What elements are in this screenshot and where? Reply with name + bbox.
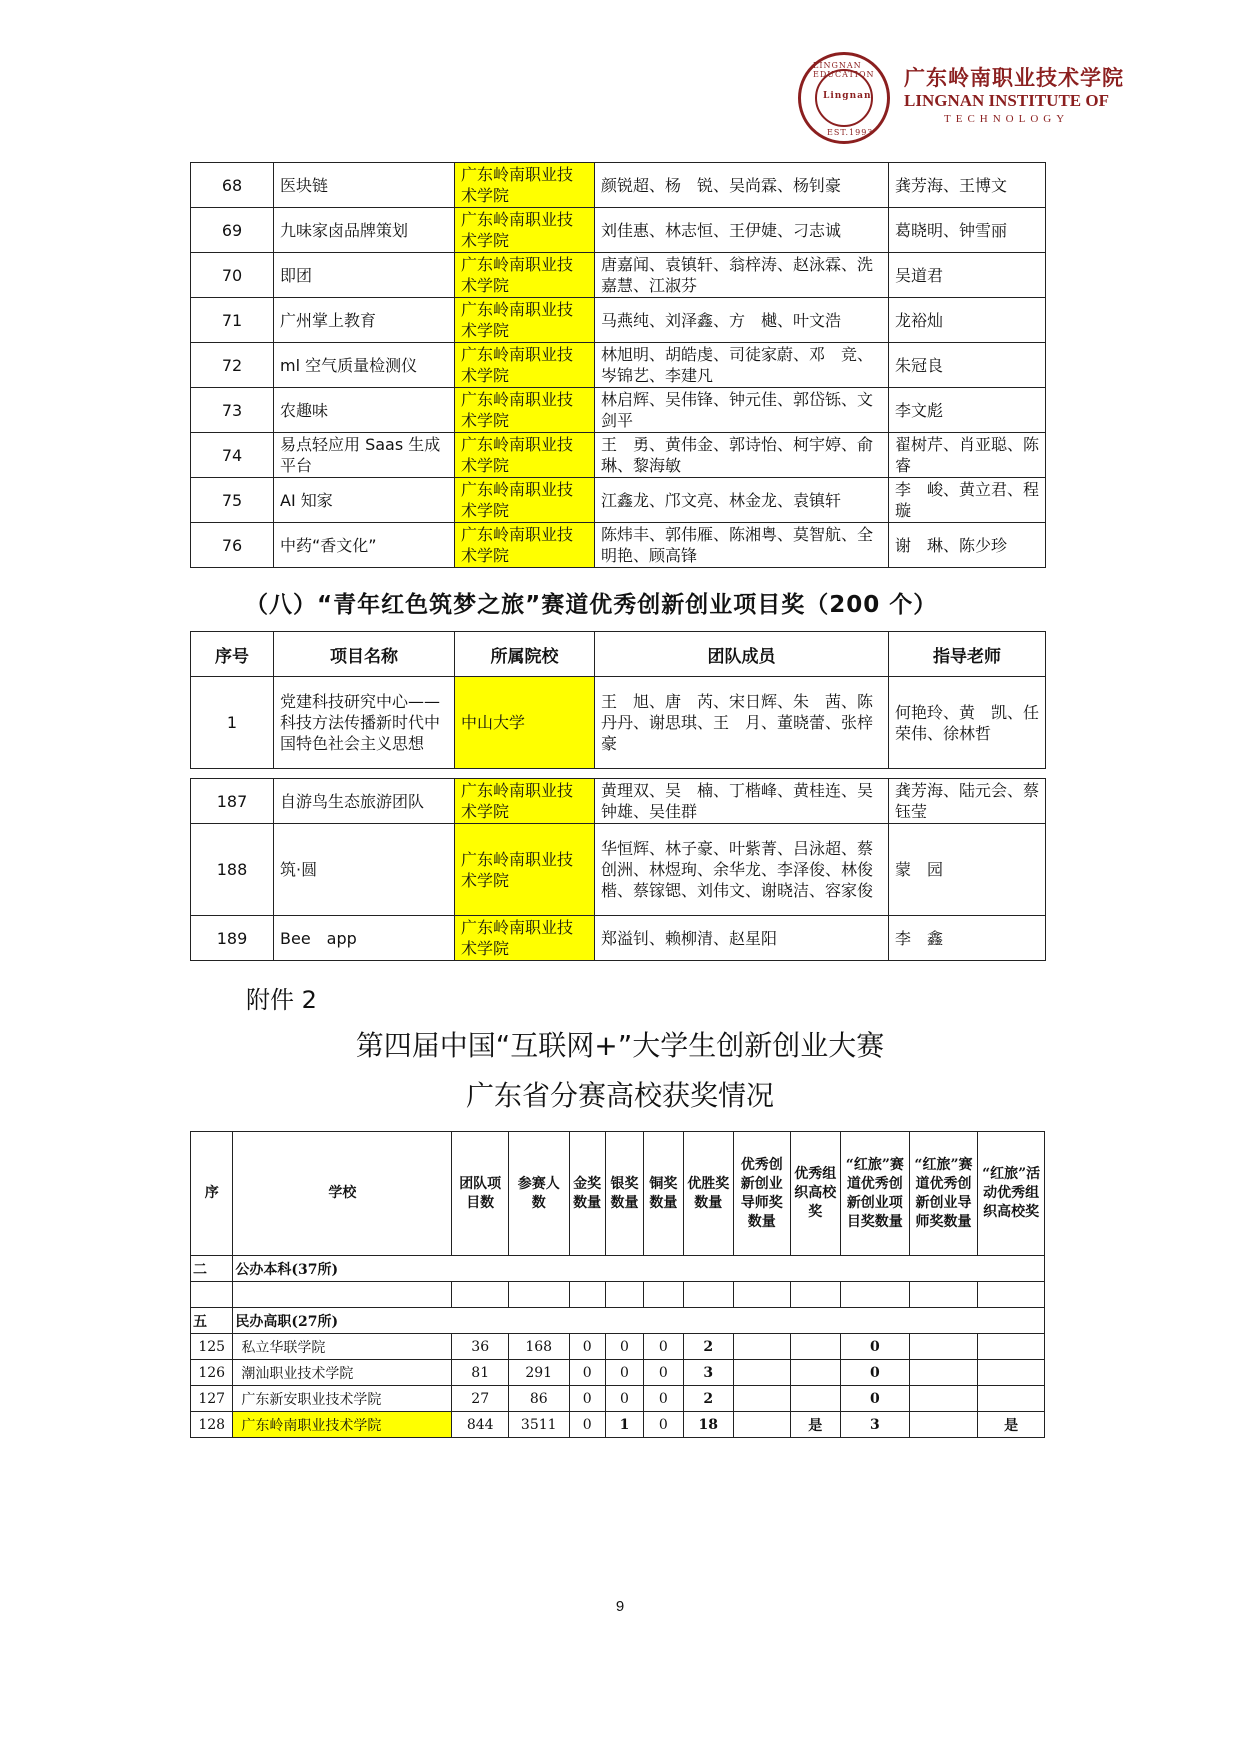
project-name-cell: 广州掌上教育 (274, 298, 455, 343)
stats-people-cell: 3511 (508, 1412, 569, 1438)
school-cell: 广东岭南职业技术学院 (455, 163, 595, 208)
table-row (191, 433, 1046, 478)
blank-row (191, 1282, 1045, 1308)
row-number: 188 (191, 824, 274, 916)
stats-school-cell: 广东新安职业技术学院 (233, 1386, 452, 1412)
table-row (191, 916, 1046, 961)
stats-header-cell: 参赛人数 (508, 1132, 569, 1256)
team-members-cell: 黄理双、吴 楠、丁楷峰、黄桂连、吴钟雄、吴佳群 (595, 779, 889, 824)
row-number: 73 (191, 388, 274, 433)
stats-teams-cell: 844 (452, 1412, 509, 1438)
team-members-cell: 江鑫龙、邝文亮、林金龙、袁镇轩 (595, 478, 889, 523)
project-name-cell: 中药“香文化” (274, 523, 455, 568)
stats-header-cell: 金奖数量 (569, 1132, 605, 1256)
stats-silver-cell: 0 (605, 1386, 643, 1412)
category-number: 二 (191, 1256, 233, 1282)
school-cell: 广东岭南职业技术学院 (455, 208, 595, 253)
blank-cell (734, 1282, 791, 1308)
stats-header-cell: 序 (191, 1132, 233, 1256)
advisors-cell: 龚芳海、王博文 (889, 163, 1046, 208)
advisors-cell: 李 鑫 (889, 916, 1046, 961)
school-cell: 广东岭南职业技术学院 (455, 779, 595, 824)
category-label: 民办高职(27所) (233, 1308, 1045, 1334)
category-label: 公办本科(37所) (233, 1256, 1045, 1282)
category-row (191, 1256, 1045, 1282)
blank-cell (569, 1282, 605, 1308)
advisors-cell: 何艳玲、黄 凯、任荣伟、徐林哲 (889, 677, 1046, 769)
stats-header-row (191, 1132, 1045, 1256)
table-row (191, 343, 1046, 388)
table-header-row (191, 632, 1046, 677)
project-name-cell: Bee app (274, 916, 455, 961)
advisors-cell: 李 峻、黄立君、程 璇 (889, 478, 1046, 523)
stats-people-cell: 291 (508, 1360, 569, 1386)
document-subtitle: 广东省分赛高校获奖情况 (465, 1079, 774, 1112)
stats-people-cell: 86 (508, 1386, 569, 1412)
table-row (191, 779, 1046, 824)
advisors-cell: 吴道君 (889, 253, 1046, 298)
attachment-label: 附件 2 (246, 986, 317, 1014)
team-members-cell: 郑溢钊、赖柳清、赵星阳 (595, 916, 889, 961)
advisors-cell: 蒙 园 (889, 824, 1046, 916)
row-number: 75 (191, 478, 274, 523)
blank-cell (909, 1282, 978, 1308)
table-row (191, 208, 1046, 253)
school-cell: 广东岭南职业技术学院 (455, 298, 595, 343)
stats-header-cell: 银奖数量 (605, 1132, 643, 1256)
stats-org-cell: 是 (790, 1412, 840, 1438)
project-name-cell: 筑·圆 (274, 824, 455, 916)
school-cell: 广东岭南职业技术学院 (455, 388, 595, 433)
row-number: 72 (191, 343, 274, 388)
stats-mentor-cell (734, 1412, 791, 1438)
red-tour-project-table-continued (190, 778, 1046, 961)
stats-red-proj-cell: 3 (841, 1412, 910, 1438)
stats-red-org-cell (978, 1360, 1045, 1386)
institute-name-en: LINGNAN INSTITUTE OF (904, 91, 1109, 110)
stats-no-cell: 127 (191, 1386, 233, 1412)
stats-win-cell: 2 (683, 1386, 733, 1412)
stats-header-cell: 优胜奖数量 (683, 1132, 733, 1256)
advisors-cell: 葛晓明、钟雪丽 (889, 208, 1046, 253)
project-table-continued (190, 162, 1056, 568)
team-members-cell: 颜锐超、杨 锐、吴尚霖、杨钊豪 (595, 163, 889, 208)
row-number: 74 (191, 433, 274, 478)
institute-seal-logo (798, 52, 890, 144)
project-name-cell: 医块链 (274, 163, 455, 208)
stats-red-org-cell (978, 1334, 1045, 1360)
team-members-cell: 马燕纯、刘泽鑫、方 樾、叶文浩 (595, 298, 889, 343)
project-name-cell: 易点轻应用 Saas 生成平台 (274, 433, 455, 478)
team-members-cell: 唐嘉闻、袁镇轩、翁梓涛、赵泳霖、洗嘉慧、江淑芬 (595, 253, 889, 298)
stats-win-cell: 18 (683, 1412, 733, 1438)
award-stats-table (190, 1131, 1045, 1438)
school-cell: 广东岭南职业技术学院 (455, 478, 595, 523)
stats-red-proj-cell: 0 (841, 1386, 910, 1412)
stats-header-cell: “红旅”赛道优秀创新创业项目奖数量 (841, 1132, 910, 1256)
stats-mentor-cell (734, 1386, 791, 1412)
page-number: 9 (615, 1598, 625, 1615)
stats-header-cell: 团队项目数 (452, 1132, 509, 1256)
table-row (191, 298, 1046, 343)
blank-cell (978, 1282, 1045, 1308)
seal-ring-bottom-text: EST.1993 (827, 128, 874, 137)
row-number: 69 (191, 208, 274, 253)
row-number: 189 (191, 916, 274, 961)
stats-org-cell (790, 1386, 840, 1412)
stats-red-proj-cell: 0 (841, 1360, 910, 1386)
stats-red-mentor-cell (909, 1386, 978, 1412)
stats-silver-cell: 0 (605, 1360, 643, 1386)
stats-win-cell: 3 (683, 1360, 733, 1386)
table-row (191, 388, 1046, 433)
category-number: 五 (191, 1308, 233, 1334)
stats-bronze-cell: 0 (644, 1360, 683, 1386)
stats-header-cell: 优秀组织高校奖 (790, 1132, 840, 1256)
stats-school-cell: 潮汕职业技术学院 (233, 1360, 452, 1386)
advisors-cell: 谢 琳、陈少珍 (889, 523, 1046, 568)
stats-header-cell: “红旅”活动优秀组织高校奖 (978, 1132, 1045, 1256)
team-members-cell: 林启辉、吴伟锋、钟元佳、郭岱铄、文剑平 (595, 388, 889, 433)
row-number: 1 (191, 677, 274, 769)
header-advisors: 指导老师 (889, 632, 1046, 677)
table-row (191, 163, 1046, 208)
team-members-cell: 刘佳惠、林志恒、王伊婕、刁志诚 (595, 208, 889, 253)
category-row (191, 1308, 1045, 1334)
blank-cell (233, 1282, 452, 1308)
stats-gold-cell: 0 (569, 1360, 605, 1386)
blank-cell (605, 1282, 643, 1308)
stats-teams-cell: 27 (452, 1386, 509, 1412)
advisors-cell: 龙裕灿 (889, 298, 1046, 343)
header-no: 序号 (191, 632, 274, 677)
seal-center-text: Lingnan (823, 91, 872, 101)
blank-cell (841, 1282, 910, 1308)
school-cell: 广东岭南职业技术学院 (455, 253, 595, 298)
project-name-cell: 自游鸟生态旅游团队 (274, 779, 455, 824)
blank-cell (683, 1282, 733, 1308)
stats-org-cell (790, 1360, 840, 1386)
stats-silver-cell: 1 (605, 1412, 643, 1438)
stats-red-org-cell: 是 (978, 1412, 1045, 1438)
project-name-cell: ml 空气质量检测仪 (274, 343, 455, 388)
blank-cell (191, 1282, 233, 1308)
advisors-cell: 翟树芹、肖亚聪、陈 睿 (889, 433, 1046, 478)
stats-gold-cell: 0 (569, 1386, 605, 1412)
stats-row (191, 1412, 1045, 1438)
stats-no-cell: 126 (191, 1360, 233, 1386)
team-members-cell: 王 勇、黄伟金、郭诗怡、柯宇婷、俞 琳、黎海敏 (595, 433, 889, 478)
stats-teams-cell: 36 (452, 1334, 509, 1360)
stats-gold-cell: 0 (569, 1412, 605, 1438)
row-number: 187 (191, 779, 274, 824)
stats-row (191, 1360, 1045, 1386)
project-name-cell: 党建科技研究中心——科技方法传播新时代中国特色社会主义思想 (274, 677, 455, 769)
advisors-cell: 龚芳海、陆元会、蔡钰莹 (889, 779, 1046, 824)
project-name-cell: 农趣味 (274, 388, 455, 433)
stats-school-cell: 私立华联学院 (233, 1334, 452, 1360)
header-members: 团队成员 (595, 632, 889, 677)
stats-gold-cell: 0 (569, 1334, 605, 1360)
stats-red-mentor-cell (909, 1360, 978, 1386)
seal-inner-circle (815, 69, 873, 127)
stats-row (191, 1334, 1045, 1360)
stats-red-mentor-cell (909, 1412, 978, 1438)
stats-people-cell: 168 (508, 1334, 569, 1360)
row-number: 70 (191, 253, 274, 298)
stats-mentor-cell (734, 1360, 791, 1386)
school-cell: 广东岭南职业技术学院 (455, 433, 595, 478)
team-members-cell: 华恒辉、林子豪、叶紫菁、吕泳超、蔡创洲、林煜珣、余华龙、李泽俊、林俊楷、蔡镓锶、刘伟文、谢晓洁、容家俊 (595, 824, 889, 916)
stats-header-cell: “红旅”赛道优秀创新创业导师奖数量 (909, 1132, 978, 1256)
header-project: 项目名称 (274, 632, 455, 677)
stats-header-cell: 学校 (233, 1132, 452, 1256)
red-tour-project-table (190, 631, 1046, 769)
project-name-cell: 即团 (274, 253, 455, 298)
stats-header-cell: 铜奖数量 (644, 1132, 683, 1256)
table-row (191, 478, 1046, 523)
advisors-cell: 李文彪 (889, 388, 1046, 433)
institute-name-cn: 广东岭南职业技术学院 (904, 66, 1124, 90)
school-cell: 广东岭南职业技术学院 (455, 916, 595, 961)
blank-cell (644, 1282, 683, 1308)
stats-school-cell: 广东岭南职业技术学院 (233, 1412, 452, 1438)
stats-red-mentor-cell (909, 1334, 978, 1360)
row-number: 68 (191, 163, 274, 208)
blank-cell (452, 1282, 509, 1308)
table-row (191, 253, 1046, 298)
table-row (191, 824, 1046, 916)
blank-cell (508, 1282, 569, 1308)
stats-bronze-cell: 0 (644, 1334, 683, 1360)
advisors-cell: 朱冠良 (889, 343, 1046, 388)
section-heading: （八）“青年红色筑梦之旅”赛道优秀创新创业项目奖（200 个） (245, 592, 938, 618)
table-row (191, 677, 1046, 769)
seal-ring-top-text: LINGNAN EDUCATION (813, 61, 875, 79)
stats-red-proj-cell: 0 (841, 1334, 910, 1360)
school-cell: 广东岭南职业技术学院 (455, 824, 595, 916)
blank-cell (790, 1282, 840, 1308)
team-members-cell: 林旭明、胡皓虔、司徒家蔚、邓 竞、岑锦艺、李建凡 (595, 343, 889, 388)
row-number: 76 (191, 523, 274, 568)
team-members-cell: 陈炜丰、郭伟雁、陈湘粤、莫智航、全明艳、顾高锋 (595, 523, 889, 568)
stats-bronze-cell: 0 (644, 1386, 683, 1412)
school-cell: 广东岭南职业技术学院 (455, 523, 595, 568)
stats-win-cell: 2 (683, 1334, 733, 1360)
team-members-cell: 王 旭、唐 芮、宋日辉、朱 茜、陈丹丹、谢思琪、王 月、董晓蕾、张梓豪 (595, 677, 889, 769)
stats-no-cell: 125 (191, 1334, 233, 1360)
document-title: 第四届中国“互联网+”大学生创新创业大赛 (355, 1029, 885, 1062)
stats-mentor-cell (734, 1334, 791, 1360)
table-row (191, 523, 1046, 568)
stats-red-org-cell (978, 1386, 1045, 1412)
project-name-cell: AI 知家 (274, 478, 455, 523)
stats-row (191, 1386, 1045, 1412)
stats-no-cell: 128 (191, 1412, 233, 1438)
stats-silver-cell: 0 (605, 1334, 643, 1360)
stats-bronze-cell: 0 (644, 1412, 683, 1438)
institute-name-en-line2: TECHNOLOGY (944, 113, 1070, 125)
school-cell: 广东岭南职业技术学院 (455, 343, 595, 388)
header-school: 所属院校 (455, 632, 595, 677)
school-cell: 中山大学 (455, 677, 595, 769)
project-name-cell: 九味家卤品牌策划 (274, 208, 455, 253)
row-number: 71 (191, 298, 274, 343)
stats-teams-cell: 81 (452, 1360, 509, 1386)
stats-header-cell: 优秀创新创业导师奖数量 (734, 1132, 791, 1256)
stats-org-cell (790, 1334, 840, 1360)
